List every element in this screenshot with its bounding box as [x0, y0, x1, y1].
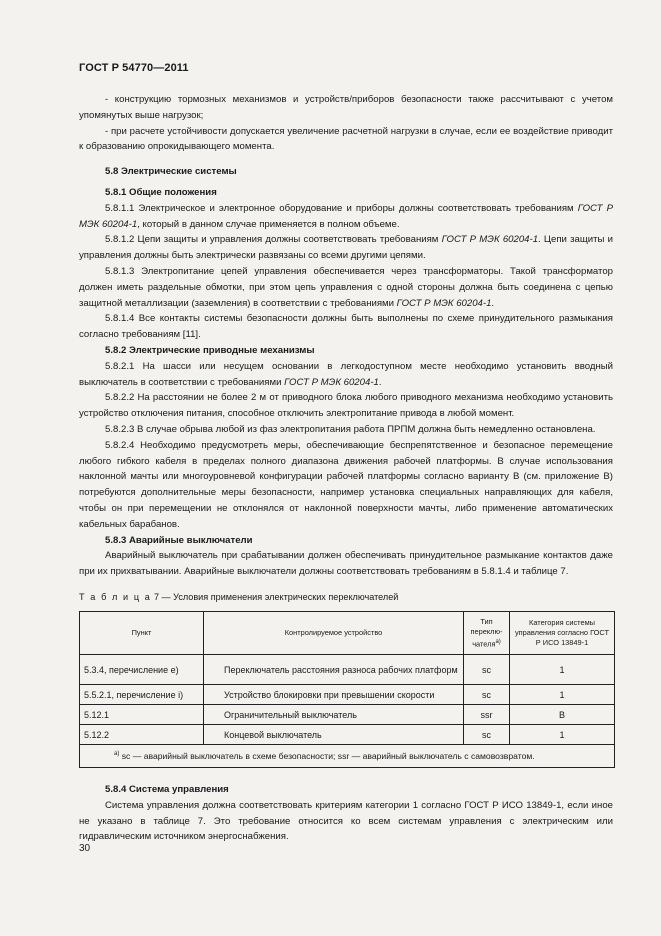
table-row [80, 705, 615, 725]
table-7 [79, 611, 615, 768]
paragraph-5-8-1-2: 5.8.1.2 Цепи защиты и управления должны соответствовать требованиям ГОСТ Р МЭК 60204-1. Цепи защиты и управления должны быть электрически развязаны со всеми другими цепями. [79, 234, 613, 262]
column-header-device: Контролируемое устройство [204, 612, 464, 655]
column-header-item: Пункт [80, 612, 204, 655]
table-footnote: $^{а)}$ sc — аварийный выключатель в схеме безопасности; ssr — аварийный выключатель с самовозвратом. [80, 745, 615, 768]
intro-paragraph-2: - при расчете устойчивости допускается увеличение расчетной нагрузки в случае, если ее воздействие приводит к образованию опрокидывающего момента. [79, 125, 613, 153]
paragraph-5-8-2-2: 5.8.2.2 На расстоянии не более 2 м от приводного блока любого приводного механизма необходимо установить устройство отключения питания, способное отключить электропитание привода в любой момент. [79, 392, 613, 420]
standard-reference: ГОСТ Р МЭК 60204-1 [396, 297, 492, 309]
section-5-8-4-block [79, 782, 613, 845]
column-header-type: Тип переклю-чателя$^{а)}$ [464, 612, 510, 655]
cell-device: Концевой выключатель [204, 725, 464, 745]
section-5-8-2-heading: 5.8.2 Электрические приводные механизмы [105, 344, 315, 356]
cell-device: Устройство блокировки при превышении скорости [204, 685, 464, 705]
cell-category: 1 [510, 655, 615, 685]
section-5-8-1-heading: 5.8.1 Общие положения [105, 186, 217, 198]
standard-reference: ГОСТ Р МЭК 60204-1 [79, 202, 613, 230]
paragraph-5-8-1-3: 5.8.1.3 Электропитание цепей управления обеспечивается через трансформаторы. Такой трансформатор должен иметь раздельные обмотки, при этом цепь управления с одной стороны должна быть соединена с цепью защитной металлизации (заземления) в соответствии с требованиями ГОСТ Р МЭК 60204-1. [79, 265, 613, 309]
standard-reference: ГОСТ Р МЭК 60204-1 [284, 376, 379, 388]
cell-item: 5.12.1 [80, 705, 204, 725]
paragraph-5-8-3: Аварийный выключатель при срабатывании должен обеспечивать принудительное размыкание контактов даже при их прихватывании. Аварийные выключатели должны соответствовать требованиям в 5.8.1.4 и таблице 7. [79, 550, 613, 578]
paragraph-5-8-2-3: 5.8.2.3 В случае обрыва любой из фаз электропитания работа ПРПМ должна быть немедленно остановлена. [105, 423, 596, 435]
section-5-8-heading: 5.8 Электрические системы [105, 166, 237, 178]
cell-category: 1 [510, 685, 615, 705]
cell-item: 5.12.2 [80, 725, 204, 745]
paragraph-5-8-2-4: 5.8.2.4 Необходимо предусмотреть меры, обеспечивающие беспрепятственное и безопасное перемещение любого гибкого кабеля в пределах полного диапазона движения рабочей платформы. В случае использования наклонной мачты или многоуровневой конфигурации рабочей платформы согласно варианту В (см. приложение В) потребуются дополнительные меры безопасности, например установка специальных направляющих для кабеля, чтобы он при перемещении не отклонялся от наклонной поверхности мачты, либо применение автоматических кабельных барабанов. [79, 439, 613, 530]
table-row [80, 725, 615, 745]
cell-category: 1 [510, 725, 615, 745]
section-5-8-3-heading: 5.8.3 Аварийные выключатели [105, 534, 253, 546]
intro-block [79, 92, 613, 580]
paragraph-5-8-1-4: 5.8.1.4 Все контакты системы безопасности должны быть выполнены по схеме принудительного размыкания согласно требованиям [11]. [79, 313, 613, 341]
table-note-row [80, 745, 615, 768]
paragraph-5-8-2-1: 5.8.2.1 На шасси или несущем основании в легкодоступном месте необходимо установить вводный выключатель в соответствии с требованиями ГОСТ Р МЭК 60204-1. [79, 360, 613, 388]
paragraph-5-8-4: Система управления должна соответствовать критериям категории 1 согласно ГОСТ Р ИСО 13849-1, если иное не указано в таблице 7. Это требование относится ко всем системам управления с электрическим или гидравлическим источником энергоснабжения. [79, 799, 613, 843]
cell-item: 5.5.2.1, перечисление i) [80, 685, 204, 705]
page-number: 30 [79, 843, 91, 854]
cell-device: Ограничительный выключатель [204, 705, 464, 725]
paragraph-5-8-1-1: 5.8.1.1 Электрическое и электронное оборудование и приборы должны соответствовать требованиям ГОСТ Р МЭК 60204-1, который в данном случае применяется в полном объеме. [79, 202, 613, 230]
cell-type: sc [464, 655, 510, 685]
cell-item: 5.3.4, перечисление е) [80, 655, 204, 685]
cell-type: sc [464, 685, 510, 705]
cell-category: В [510, 705, 615, 725]
section-5-8-4-heading: 5.8.4 Система управления [105, 784, 229, 795]
table-header-row [80, 612, 615, 655]
table-row [80, 685, 615, 705]
document-header: ГОСТ Р 54770—2011 [79, 62, 189, 74]
intro-paragraph-1: - конструкцию тормозных механизмов и устройств/приборов безопасности также рассчитывают с учетом упомянутых выше нагрузок; [79, 94, 613, 121]
standard-reference: ГОСТ Р МЭК 60204-1 [441, 234, 539, 246]
table-7-caption: Т а б л и ц а 7 — Условия применения электрических переключателей [79, 592, 399, 602]
cell-device: Переключатель расстояния разноса рабочих платформ [204, 655, 464, 685]
table-row [80, 655, 615, 685]
column-header-category: Категория системы управления согласно ГОСТ Р ИСО 13849-1 [510, 612, 615, 655]
cell-type: sc [464, 725, 510, 745]
cell-type: ssr [464, 705, 510, 725]
